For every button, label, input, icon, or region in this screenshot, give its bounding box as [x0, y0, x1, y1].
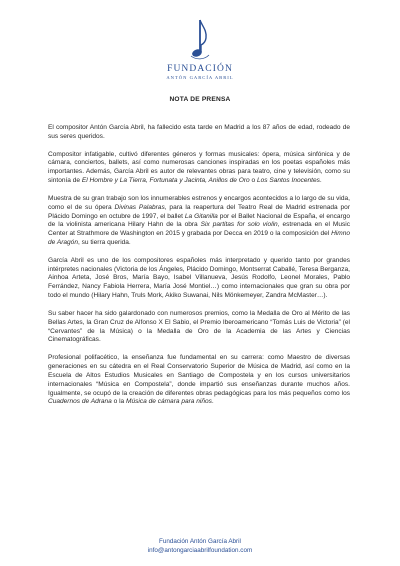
body-paragraph	[48, 195, 350, 248]
footer-email[interactable]: info@antongarciaabrilfoundation.com	[147, 547, 253, 554]
text-run: o la	[111, 398, 127, 406]
text-run: Profesional polifacético, la enseñanza fue fundamental en su carrera: como Maestro de diversas generaciones en su cátedra en el Real Conservatorio Superior de Música de Madrid, así como en la Escuela de Altos Estudios Musicales en Santiago de Compostela y en los cursos universitarios internacionales “Música en Compostela”, donde impartió sus enseñanzas durante muchos años. Igualmente, se ocupó de la creación de diferentes obras pedagógicas para los más pequeños como los	[48, 354, 350, 397]
body-paragraph	[48, 151, 350, 186]
text-run: García Abril es uno de los compositores españoles más interpretado y querido tanto por grandes intérpretes nacionales (Victoria de los Ángeles, Plácido Domingo, Montserrat Caballé, Teresa Berganza, Ainhoa Arteta, José Bros, María Bayo, Isabel Villanueva, Jesús Rodolfo, Leonel Morales, Pablo Ferrández, Nancy Fabiola Herrera, María José Montiel…) como internacionales que gran su obra por todo el mundo (Hilary Hahn, Truls Mork, Akiko Suwanai, Nils Mönkemeyer, Zandra McMaster…).	[48, 256, 350, 300]
italic-text: Los Santos Inocentes	[256, 177, 320, 185]
text-run: El compositor Antón García Abril, ha fallecido esta tarde en Madrid a los 87 años de edad, rodeado de sus seres queridos.	[48, 124, 350, 140]
body-paragraph	[48, 310, 350, 345]
italic-text: Cuadernos de Adrana	[48, 398, 112, 406]
text-run: Su saber hacer ha sido galardonado con numerosos premios, como la Medalla de Oro al Mérito de las Bellas Artes, la Gran Cruz de Alfonso X El Sabio, el Premio Iberoamericano “Tomás Luis de Victoria” (el “Cervantes” de la Música) o la Medalla de Oro de la Academia de las Artes y Ciencias Cinematográficas.	[48, 309, 350, 344]
italic-text: La Gitanilla	[184, 212, 218, 220]
footer	[0, 537, 400, 555]
body-paragraph	[48, 124, 350, 142]
text-run: .	[319, 177, 322, 185]
body-paragraph	[48, 257, 350, 301]
document-body	[48, 124, 350, 416]
logo-subtitle: ANTÓN GARCÍA ABRIL	[166, 75, 234, 80]
text-run: o	[249, 177, 257, 185]
page-title: NOTA DE PRENSA	[169, 96, 231, 103]
foundation-logo	[0, 18, 400, 80]
text-run: por el Ballet Nacional de España, el encargo de la violinista americana Hilary Hahn de la obra	[48, 212, 350, 229]
italic-text: Música de cámara para niños	[126, 398, 212, 406]
body-paragraph	[48, 354, 350, 407]
text-run: Compositor infatigable, cultivó diferentes géneros y formas musicales: ópera, música sinfónica y de cámara, conciertos, ballets, así como numerosas canciones inspiradas en los poetas españoles más importantes. Además, García Abril es autor de relevantes obras para teatro, cine y televisión, como su sintonía de	[48, 150, 350, 185]
footer-org: Fundación Antón García Abril	[159, 538, 241, 545]
logo-name: FUNDACIÓN	[167, 64, 233, 74]
text-run: , para la reapertura del Teatro Real de Madrid estrenada por Plácido Domingo en octubre de 1997, el ballet	[48, 203, 351, 220]
text-run: , estrenada en el Music Center at Strathmore de Washington en 2015 y grabada por Decca en 2019 o la composición del	[48, 221, 351, 238]
text-run: , su tierra querida.	[77, 239, 131, 247]
text-run: .	[211, 398, 214, 406]
text-run: Muestra de su gran trabajo son los innumerables estrenos y encargos acontecidos a lo largo de su vida, como el de su ópera	[48, 194, 350, 211]
italic-text: Himno de Aragón	[48, 230, 350, 247]
italic-text: Six partitas for solo violin	[200, 221, 278, 229]
italic-text: Divinas Palabras	[114, 203, 165, 211]
music-note-logo-icon	[189, 18, 211, 62]
italic-text: El Hombre y La Tierra, Fortunata y Jacinta, Anillos de Oro	[81, 177, 250, 185]
